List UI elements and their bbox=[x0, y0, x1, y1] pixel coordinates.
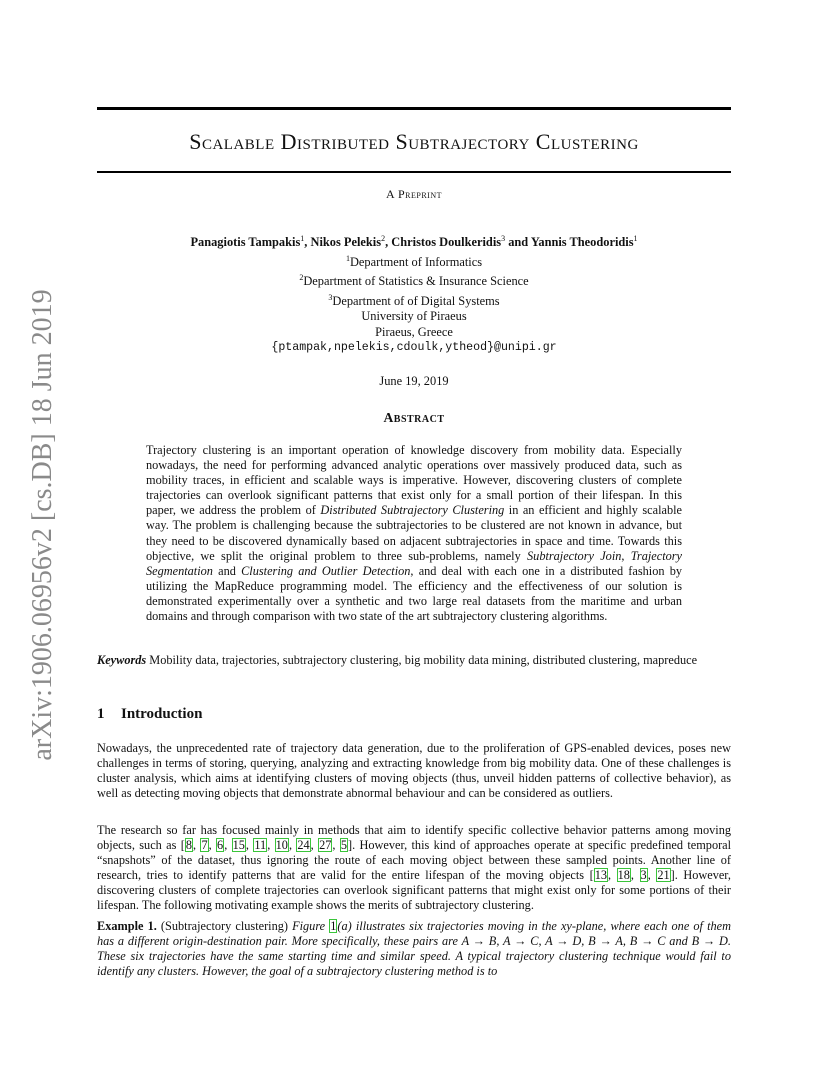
city: Piraeus, Greece bbox=[375, 324, 453, 339]
affiliation-1: $^1$Department of Informatics bbox=[345, 253, 483, 269]
paper-title: Scalable Distributed Subtrajectory Clustering bbox=[189, 129, 639, 154]
citation-link[interactable]: 3 bbox=[640, 868, 647, 883]
citation-link[interactable]: 24 bbox=[297, 838, 310, 853]
author-block bbox=[97, 231, 731, 355]
citation-link[interactable]: 6 bbox=[217, 838, 224, 853]
affiliation-2: $^2$Department of Statistics & Insurance Science bbox=[299, 273, 529, 289]
author-3: Christos Doulkeridis bbox=[391, 235, 502, 250]
author-emails: {ptampak,npelekis,cdoulk,ytheod}@unipi.gr bbox=[271, 340, 557, 354]
citation-link[interactable]: 18 bbox=[617, 868, 630, 883]
author-4-sup: 1 bbox=[633, 234, 638, 243]
author-1-sup: 1 bbox=[300, 234, 305, 243]
keywords-text: Mobility data, trajectories, subtrajectory clustering, big mobility data mining, distributed clustering, mapreduce bbox=[146, 653, 698, 667]
preprint-label: A Preprint bbox=[385, 187, 442, 201]
citation-link[interactable]: 7 bbox=[201, 838, 208, 853]
abstract-text: Trajectory clustering is an important operation of knowledge discovery from mobility data. Especially nowadays, the need for performing advanced analytic operations over massively produced data, such as mobility traces, in efficient and scalable ways is imperative. However, discovering clusters of complete trajectories can overlook significant patterns that exist only for a small portion of their lifespan. In this paper, we address the problem of Distributed Subtrajectory Clustering in an efficient and highly scalable way. The problem is challenging because the subtrajectories to be clustered are not known in advance, but they need to be discovered dynamically based on adjacent subtrajectories in space and time. Towards this objective, we split the original problem to three sub-problems, namely Subtrajectory Join, Trajectory Segmentation and Clustering and Outlier Detection, and deal with each one in a distributed fashion by utilizing the MapReduce programming model. The efficiency and the effectiveness of our solution is demonstrated experimentally over a synthetic and two large real datasets from the maritime and urban domains and through comparison with two state of the art subtrajectory clustering algorithms. bbox=[146, 443, 683, 624]
section-heading-introduction bbox=[97, 706, 731, 723]
figure-link[interactable]: 1 bbox=[330, 919, 337, 933]
citation-link[interactable]: 8 bbox=[185, 838, 192, 853]
section-title: Introduction bbox=[121, 706, 203, 722]
example-paragraph: Example 1. (Subtrajectory clustering) Figure 1(a) illustrates six trajectories moving in the xy-plane, where each one of them has a different origin-destination pair. More specifically, these pairs are A → B, A → C, A → D, B → A, B → C and B → D. These six trajectories have the same starting time and similar speed. A typical trajectory clustering technique would fail to identify any clusters. However, the goal of a subtrajectory clustering method is to bbox=[97, 919, 731, 979]
citation-link[interactable]: 10 bbox=[275, 838, 288, 853]
abstract-heading: Abstract bbox=[383, 410, 445, 425]
university: University of Piraeus bbox=[361, 309, 467, 324]
keywords-label: Keywords bbox=[97, 653, 147, 667]
author-sep: and bbox=[505, 235, 531, 250]
author-1: Panagiotis Tampakis bbox=[190, 235, 301, 250]
arxiv-stamp: arXiv:1906.06956v2 [cs.DB] 18 Jun 2019 bbox=[27, 289, 58, 761]
author-4: Yannis Theodoridis bbox=[530, 235, 634, 250]
title-rule-top bbox=[97, 107, 731, 110]
title-rule-bottom bbox=[97, 171, 731, 173]
citation-link[interactable]: 11 bbox=[254, 838, 267, 853]
author-2-sup: 2 bbox=[381, 234, 386, 243]
author-3-sup: 3 bbox=[501, 234, 506, 243]
example-label: Example 1. bbox=[97, 919, 157, 933]
intro-paragraph-2: The research so far has focused mainly in methods that aim to identify specific collective behavior patterns among moving objects, such as [8, 7, 6, 15, 11, 10, 24, 27, 5]. However, this kind of approaches operate at specific predefined temporal “snapshots” of the dataset, thus ignoring the route of each moving object between these sampled points. Another line of research, tries to identify patterns that are valid for the entire lifespan of the moving objects [13, 18, 3, 21]. However, discovering clusters of complete trajectories can overlook significant patterns that might exist only for some portions of their lifespan. The following motivating example shows the merits of subtrajectory clustering. bbox=[97, 823, 732, 913]
citation-link[interactable]: 5 bbox=[340, 838, 347, 853]
paper-date: June 19, 2019 bbox=[379, 374, 449, 388]
author-2: Nikos Pelekis bbox=[310, 235, 382, 250]
citation-link[interactable]: 21 bbox=[657, 868, 670, 883]
affiliation-3: $^3$Department of of Digital Systems bbox=[328, 292, 500, 308]
author-sep: , bbox=[304, 235, 311, 250]
author-names bbox=[97, 231, 731, 251]
section-number: 1 bbox=[97, 706, 105, 722]
keywords bbox=[97, 653, 731, 668]
author-sep: , bbox=[385, 235, 392, 250]
citation-link[interactable]: 15 bbox=[232, 838, 245, 853]
citation-link[interactable]: 27 bbox=[319, 838, 332, 853]
intro-paragraph-1: Nowadays, the unprecedented rate of trajectory data generation, due to the proliferation of GPS-enabled devices, poses new challenges in terms of storing, querying, analyzing and extracting knowledge from big mobility data. One of these challenges is cluster analysis, which aims at identifying clusters of moving objects (thus, unveil hidden patterns of collective behavior), as well as detecting moving objects that demonstrate abnormal behaviour and can be considered as outliers. bbox=[97, 741, 731, 801]
citation-link[interactable]: 13 bbox=[594, 868, 607, 883]
